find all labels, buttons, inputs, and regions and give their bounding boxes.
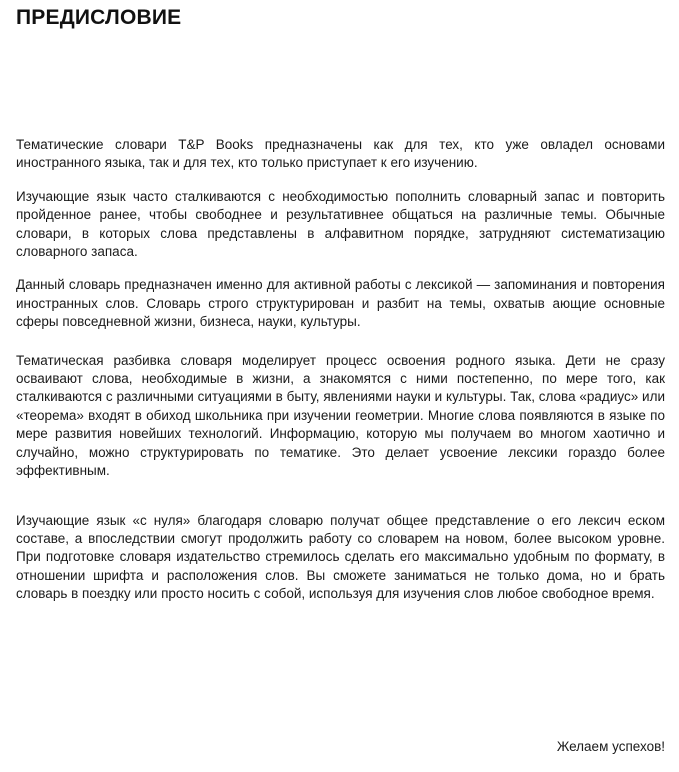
paragraph-purpose: Данный словарь предназначен именно для активной работы с лексикой — запоминания и повторения иностранных слов. Словарь строго структурирован и разбит на темы, охватыв ающие основные сферы повседневной жизни, бизнеса, науки, культуры.: [16, 277, 665, 330]
paragraph-intro: Тематические словари T&P Books предназначены как для тех, кто уже овладел основами иностранного языка, так и для тех, кто только приступает к его изучению.: [16, 137, 665, 171]
page-title: ПРЕДИСЛОВИЕ: [16, 6, 182, 29]
closing-wishes: Желаем успехов!: [556, 739, 665, 754]
paragraph-beginners: Изучающие язык «с нуля» благодаря словарю получат общее представление о его лексич еском составе, а впоследствии смогут продолжить работу со словарем на новом, более высоком уровне. При подготовке словаря издательство стремилось сделать его максимально удобным по формату, в отношении шрифта и расположения слов. Вы сможете заниматься не только дома, но и брать словарь в поездку или просто носить с собой, используя для изучения слов любое свободное время.: [16, 512, 665, 602]
paragraph-thematic: Тематическая разбивка словаря моделирует процесс освоения родного языка. Дети не сразу осваивают слова, необходимые в жизни, а знакомятся с ними постепенно, по мере того, как сталкиваются с различными ситуациями в быту, явлениями науки и культуры. Так, слова «радиус» или «теорема» входят в обиход школьника при изучении геометрии. Многие слова появляются в языке по мере развития новейших технологий. Информацию, которую мы получаем во многом хаотично и случайно, можно структурировать по тематике. Это делает усвоение лексики гораздо более эффективным.: [16, 352, 665, 479]
preface-body: [16, 136, 665, 604]
paragraph-problem: Изучающие язык часто сталкиваются с необходимостью пополнить словарный запас и повторить пройденное ранее, чтобы свободнее и результативнее общаться на различные темы. Обычные словари, в которых слова представлены в алфавитном порядке, затрудняют систематизацию словарного запаса.: [16, 188, 665, 260]
